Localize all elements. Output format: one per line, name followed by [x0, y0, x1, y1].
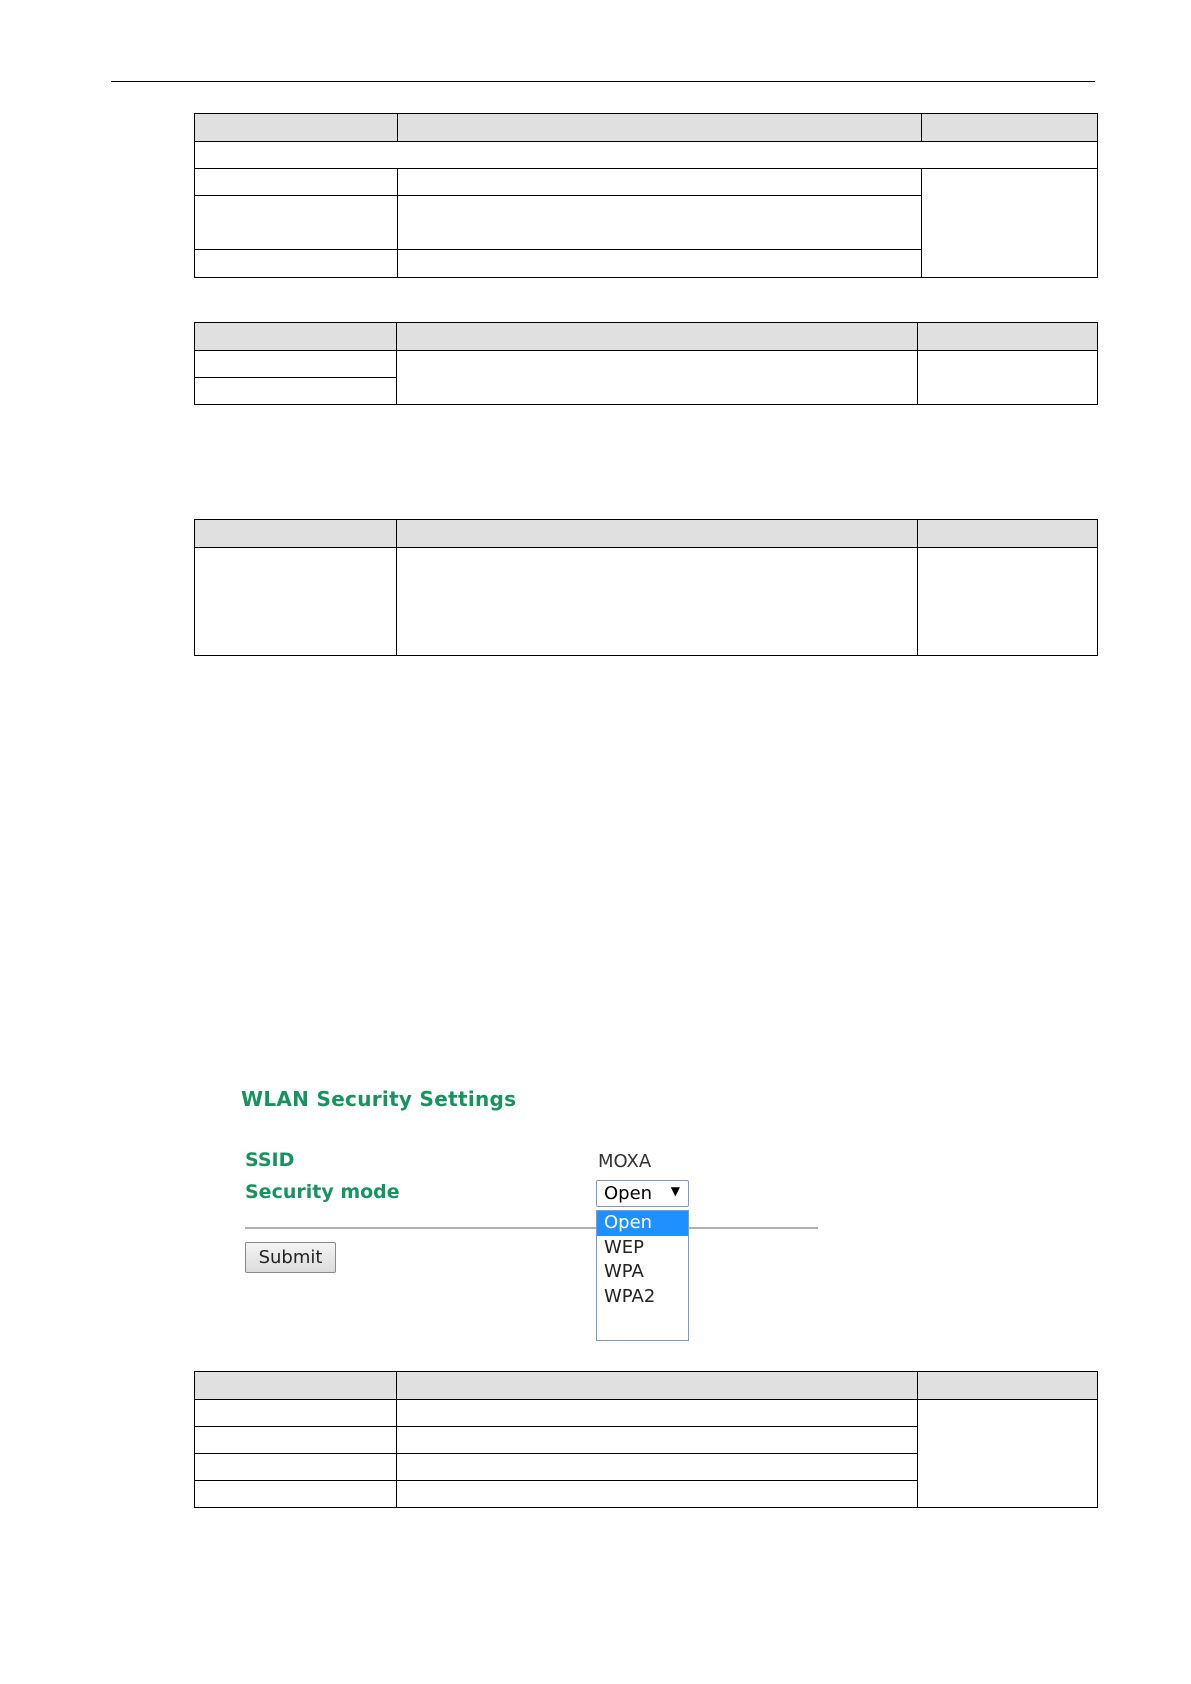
security-mode-selected: Open: [604, 1183, 653, 1204]
settings-table-3: [194, 519, 1098, 656]
form-divider: [245, 1227, 818, 1229]
option-wpa[interactable]: WPA: [604, 1261, 644, 1282]
header-rule: [111, 81, 1095, 82]
settings-table-1: [194, 113, 1098, 278]
page-title: WLAN Security Settings: [241, 1087, 517, 1111]
settings-table-4: [194, 1371, 1098, 1508]
option-wep[interactable]: WEP: [604, 1236, 645, 1258]
option-wpa2[interactable]: WPA2: [604, 1285, 656, 1307]
table-row: [195, 351, 1098, 378]
wlan-security-settings-screenshot: [235, 1075, 835, 1325]
submit-button[interactable]: Submit: [245, 1242, 336, 1273]
security-mode-dropdown-list: [596, 1210, 689, 1341]
table-header-row: [195, 520, 1098, 548]
ssid-label: SSID: [245, 1149, 295, 1171]
table-row: [195, 169, 1098, 196]
table-row: [195, 142, 1098, 169]
table-header-row: [195, 323, 1098, 351]
security-mode-select[interactable]: [596, 1180, 689, 1207]
dropdown-arrow-icon[interactable]: ▼: [670, 1184, 680, 1198]
table-header-row: [195, 114, 1098, 142]
settings-table-2: [194, 322, 1098, 405]
ssid-value: MOXA: [598, 1151, 652, 1172]
option-open[interactable]: Open: [597, 1211, 688, 1236]
security-mode-label: Security mode: [245, 1181, 400, 1203]
table-header-row: [195, 1372, 1098, 1400]
table-row: [195, 1400, 1098, 1427]
table-row: [195, 548, 1098, 656]
